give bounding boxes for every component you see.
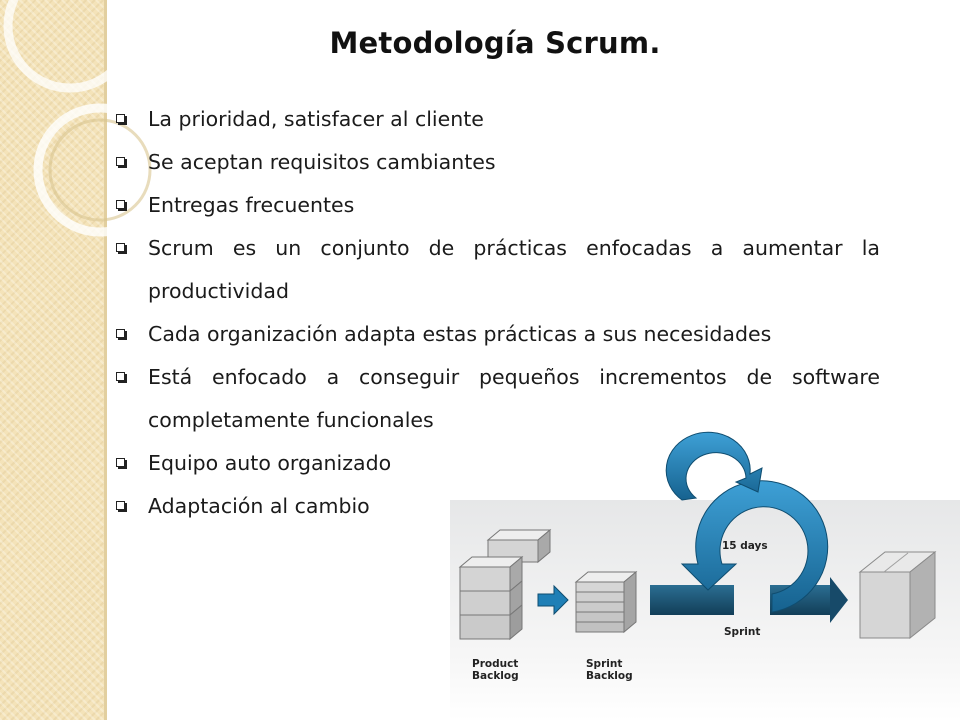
product-backlog-icon	[460, 530, 550, 639]
bullet-text: Adaptación al cambio	[148, 494, 370, 518]
checkbox-bullet-icon	[116, 243, 125, 252]
daily-cycle-label: 24 hrs	[696, 458, 734, 470]
sprint-arrow-head	[830, 577, 848, 623]
product-increment-box-icon	[860, 552, 935, 638]
checkbox-bullet-icon	[116, 329, 125, 338]
bullet-text: Se aceptan requisitos cambiantes	[148, 150, 496, 174]
product-backlog-line-1: Product	[472, 658, 519, 670]
checkbox-bullet-icon	[116, 372, 125, 381]
sprint-bar-left	[650, 585, 734, 615]
checkbox-bullet-icon	[116, 458, 125, 467]
bullet-text: Cada organización adapta estas prácticas a sus necesidades	[148, 322, 772, 346]
arrow-icon	[538, 586, 568, 614]
bullet-text: Entregas frecuentes	[148, 193, 355, 217]
bullet-text: Equipo auto organizado	[148, 451, 392, 475]
bullet-item	[112, 227, 880, 313]
sprint-label: Sprint	[724, 626, 761, 638]
bullet-text: La prioridad, satisfacer al cliente	[148, 107, 484, 131]
bullet-text: Está enfocado a conseguir pequeños incrementos de software completamente funcionales	[148, 365, 880, 432]
sprint-backlog-icon	[576, 572, 636, 632]
checkbox-bullet-icon	[116, 501, 125, 510]
product-backlog-label	[472, 658, 519, 682]
bullet-text: Scrum es un conjunto de prácticas enfocadas a aumentar la productividad	[148, 236, 880, 303]
sprint-backlog-label	[586, 658, 633, 682]
checkbox-bullet-icon	[116, 157, 125, 166]
sprint-backlog-line-2: Backlog	[586, 670, 633, 682]
bullet-item	[112, 184, 880, 227]
scrum-process-diagram	[450, 422, 960, 720]
product-backlog-line-2: Backlog	[472, 670, 519, 682]
bullet-item	[112, 313, 880, 356]
checkbox-bullet-icon	[116, 114, 125, 123]
checkbox-bullet-icon	[116, 200, 125, 209]
sprint-backlog-line-1: Sprint	[586, 658, 623, 670]
bullet-item	[112, 141, 880, 184]
sprint-length-label: 15 days	[722, 540, 768, 552]
slide-title: Metodología Scrum.	[329, 26, 661, 60]
bullet-item	[112, 98, 880, 141]
